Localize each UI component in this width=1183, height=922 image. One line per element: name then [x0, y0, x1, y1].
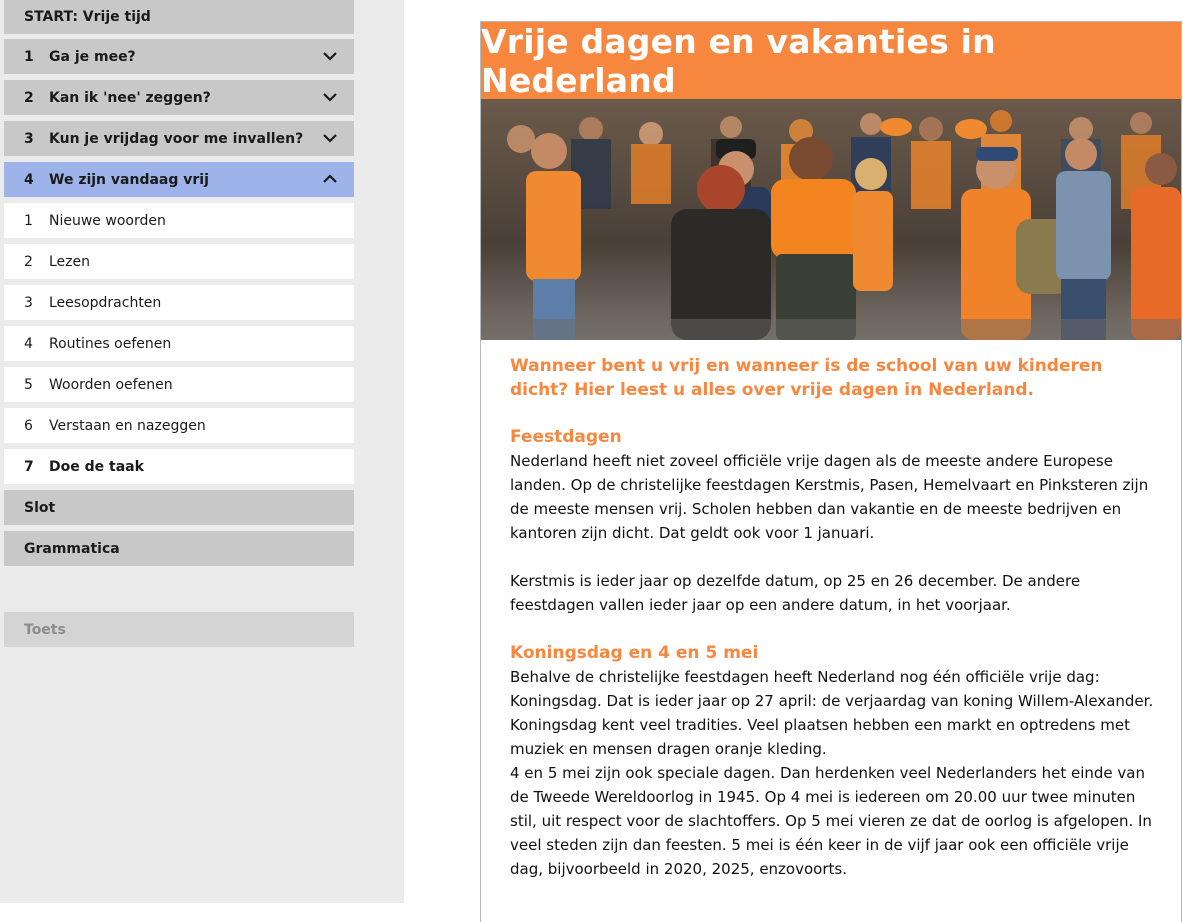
nav-subitem-number: 4: [24, 335, 33, 352]
section-paragraph: 4 en 5 mei zijn ook speciale dagen. Dan herdenken veel Nederlanders het einde van de Tweede Wereldoorlog in 1945. Op 4 mei is iedereen om 20.00 uur twee minuten stil, uit respect voor de slachtoffers. Op 5 mei vieren ze dat de oorlog is afgelopen. In veel steden zijn dan feesten. 5 mei is één keer in de vijf jaar ook een officiële vrije dag, bijvoorbeeld in 2020, 2025, enzovoorts.: [510, 764, 1152, 878]
nav-subitem-label: Woorden oefenen: [49, 376, 173, 393]
nav-chapter-label: Ga je mee?: [49, 48, 136, 65]
nav-chapter-label: Kun je vrijdag voor me invallen?: [49, 130, 304, 147]
nav-subitem-label: Doe de taak: [49, 458, 144, 475]
nav-subitem-woorden-oefenen[interactable]: [4, 367, 354, 402]
nav-toets-label: Toets: [24, 621, 66, 638]
section-heading-koningsdag: Koningsdag en 4 en 5 mei: [510, 643, 759, 663]
nav-subitem-label: Verstaan en nazeggen: [49, 417, 206, 434]
nav-toets: [4, 612, 354, 647]
nav-subitem-number: 2: [24, 253, 33, 270]
chevron-down-icon[interactable]: [322, 132, 338, 144]
nav-subitem-doe-de-taak[interactable]: [4, 449, 354, 484]
nav-chapter-number: 3: [24, 130, 34, 147]
nav-chapter-3[interactable]: [4, 121, 354, 156]
nav-chapter-number: 4: [24, 171, 34, 188]
sidebar-nav: [0, 0, 404, 903]
section-paragraph: Nederland heeft niet zoveel officiële vrije dagen als de meeste andere Europese landen. Op de christelijke feestdagen Kerstmis, Pasen, Hemelvaart en Pinksteren zijn de meeste mensen vrij. Scholen hebben dan vakantie en de meeste bedrijven en kantoren zijn dicht. Dat geldt ook voor 1 januari.: [510, 452, 1149, 542]
nav-subitem-routines-oefenen[interactable]: [4, 326, 354, 361]
nav-subitem-label: Leesopdrachten: [49, 294, 162, 311]
nav-chapter-2[interactable]: [4, 80, 354, 115]
nav-start[interactable]: [4, 0, 354, 34]
nav-subitem-label: Lezen: [49, 253, 91, 270]
chevron-down-icon[interactable]: [322, 91, 338, 103]
nav-subitem-nieuwe-woorden[interactable]: [4, 203, 354, 238]
section-paragraph: Behalve de christelijke feestdagen heeft Nederland nog één officiële vrije dag: Koningsdag. Dat is ieder jaar op 27 april: de verjaardag van koning Willem-Alexander. Koningsdag kent veel tradities. Veel plaatsen hebben een markt en optredens met muziek en mensen dragen oranje kleding.: [510, 668, 1154, 758]
section-heading-feestdagen: Feestdagen: [510, 427, 622, 447]
nav-subitem-number: 7: [24, 458, 34, 475]
nav-chapter-1[interactable]: [4, 39, 354, 74]
chevron-down-icon[interactable]: [322, 50, 338, 62]
nav-subitem-lezen[interactable]: [4, 244, 354, 279]
nav-subitem-number: 3: [24, 294, 33, 311]
section-paragraph: Kerstmis is ieder jaar op dezelfde datum, op 25 en 26 december. De andere feestdagen vallen ieder jaar op een andere datum, in het voorjaar.: [510, 572, 1081, 614]
nav-chapter-label: We zijn vandaag vrij: [49, 171, 209, 188]
nav-chapter-4[interactable]: [4, 162, 354, 197]
article-panel: [480, 21, 1182, 922]
nav-chapter-number: 1: [24, 48, 34, 65]
nav-start-label: START: Vrije tijd: [24, 9, 151, 25]
nav-chapter-label: Kan ik 'nee' zeggen?: [49, 89, 211, 106]
nav-subitem-leesopdrachten[interactable]: [4, 285, 354, 320]
nav-slot-label: Slot: [24, 499, 56, 516]
nav-subitem-number: 6: [24, 417, 33, 434]
kingsday-crowd-photo: [481, 99, 1181, 340]
nav-subitem-label: Routines oefenen: [49, 335, 172, 352]
nav-subitem-label: Nieuwe woorden: [49, 212, 166, 229]
nav-grammatica[interactable]: [4, 531, 354, 566]
nav-subitem-number: 5: [24, 376, 33, 393]
nav-subitem-verstaan-en-nazeggen[interactable]: [4, 408, 354, 443]
nav-grammatica-label: Grammatica: [24, 540, 120, 557]
chevron-up-icon[interactable]: [322, 173, 338, 185]
nav-slot[interactable]: [4, 490, 354, 525]
article-title: Vrije dagen en vakanties in Nederland: [481, 22, 1181, 99]
article-intro: Wanneer bent u vrij en wanneer is de school van uw kinderen dicht? Hier leest u alles over vrije dagen in Nederland.: [510, 356, 1103, 400]
nav-chapter-number: 2: [24, 89, 34, 106]
nav-subitem-number: 1: [24, 212, 33, 229]
